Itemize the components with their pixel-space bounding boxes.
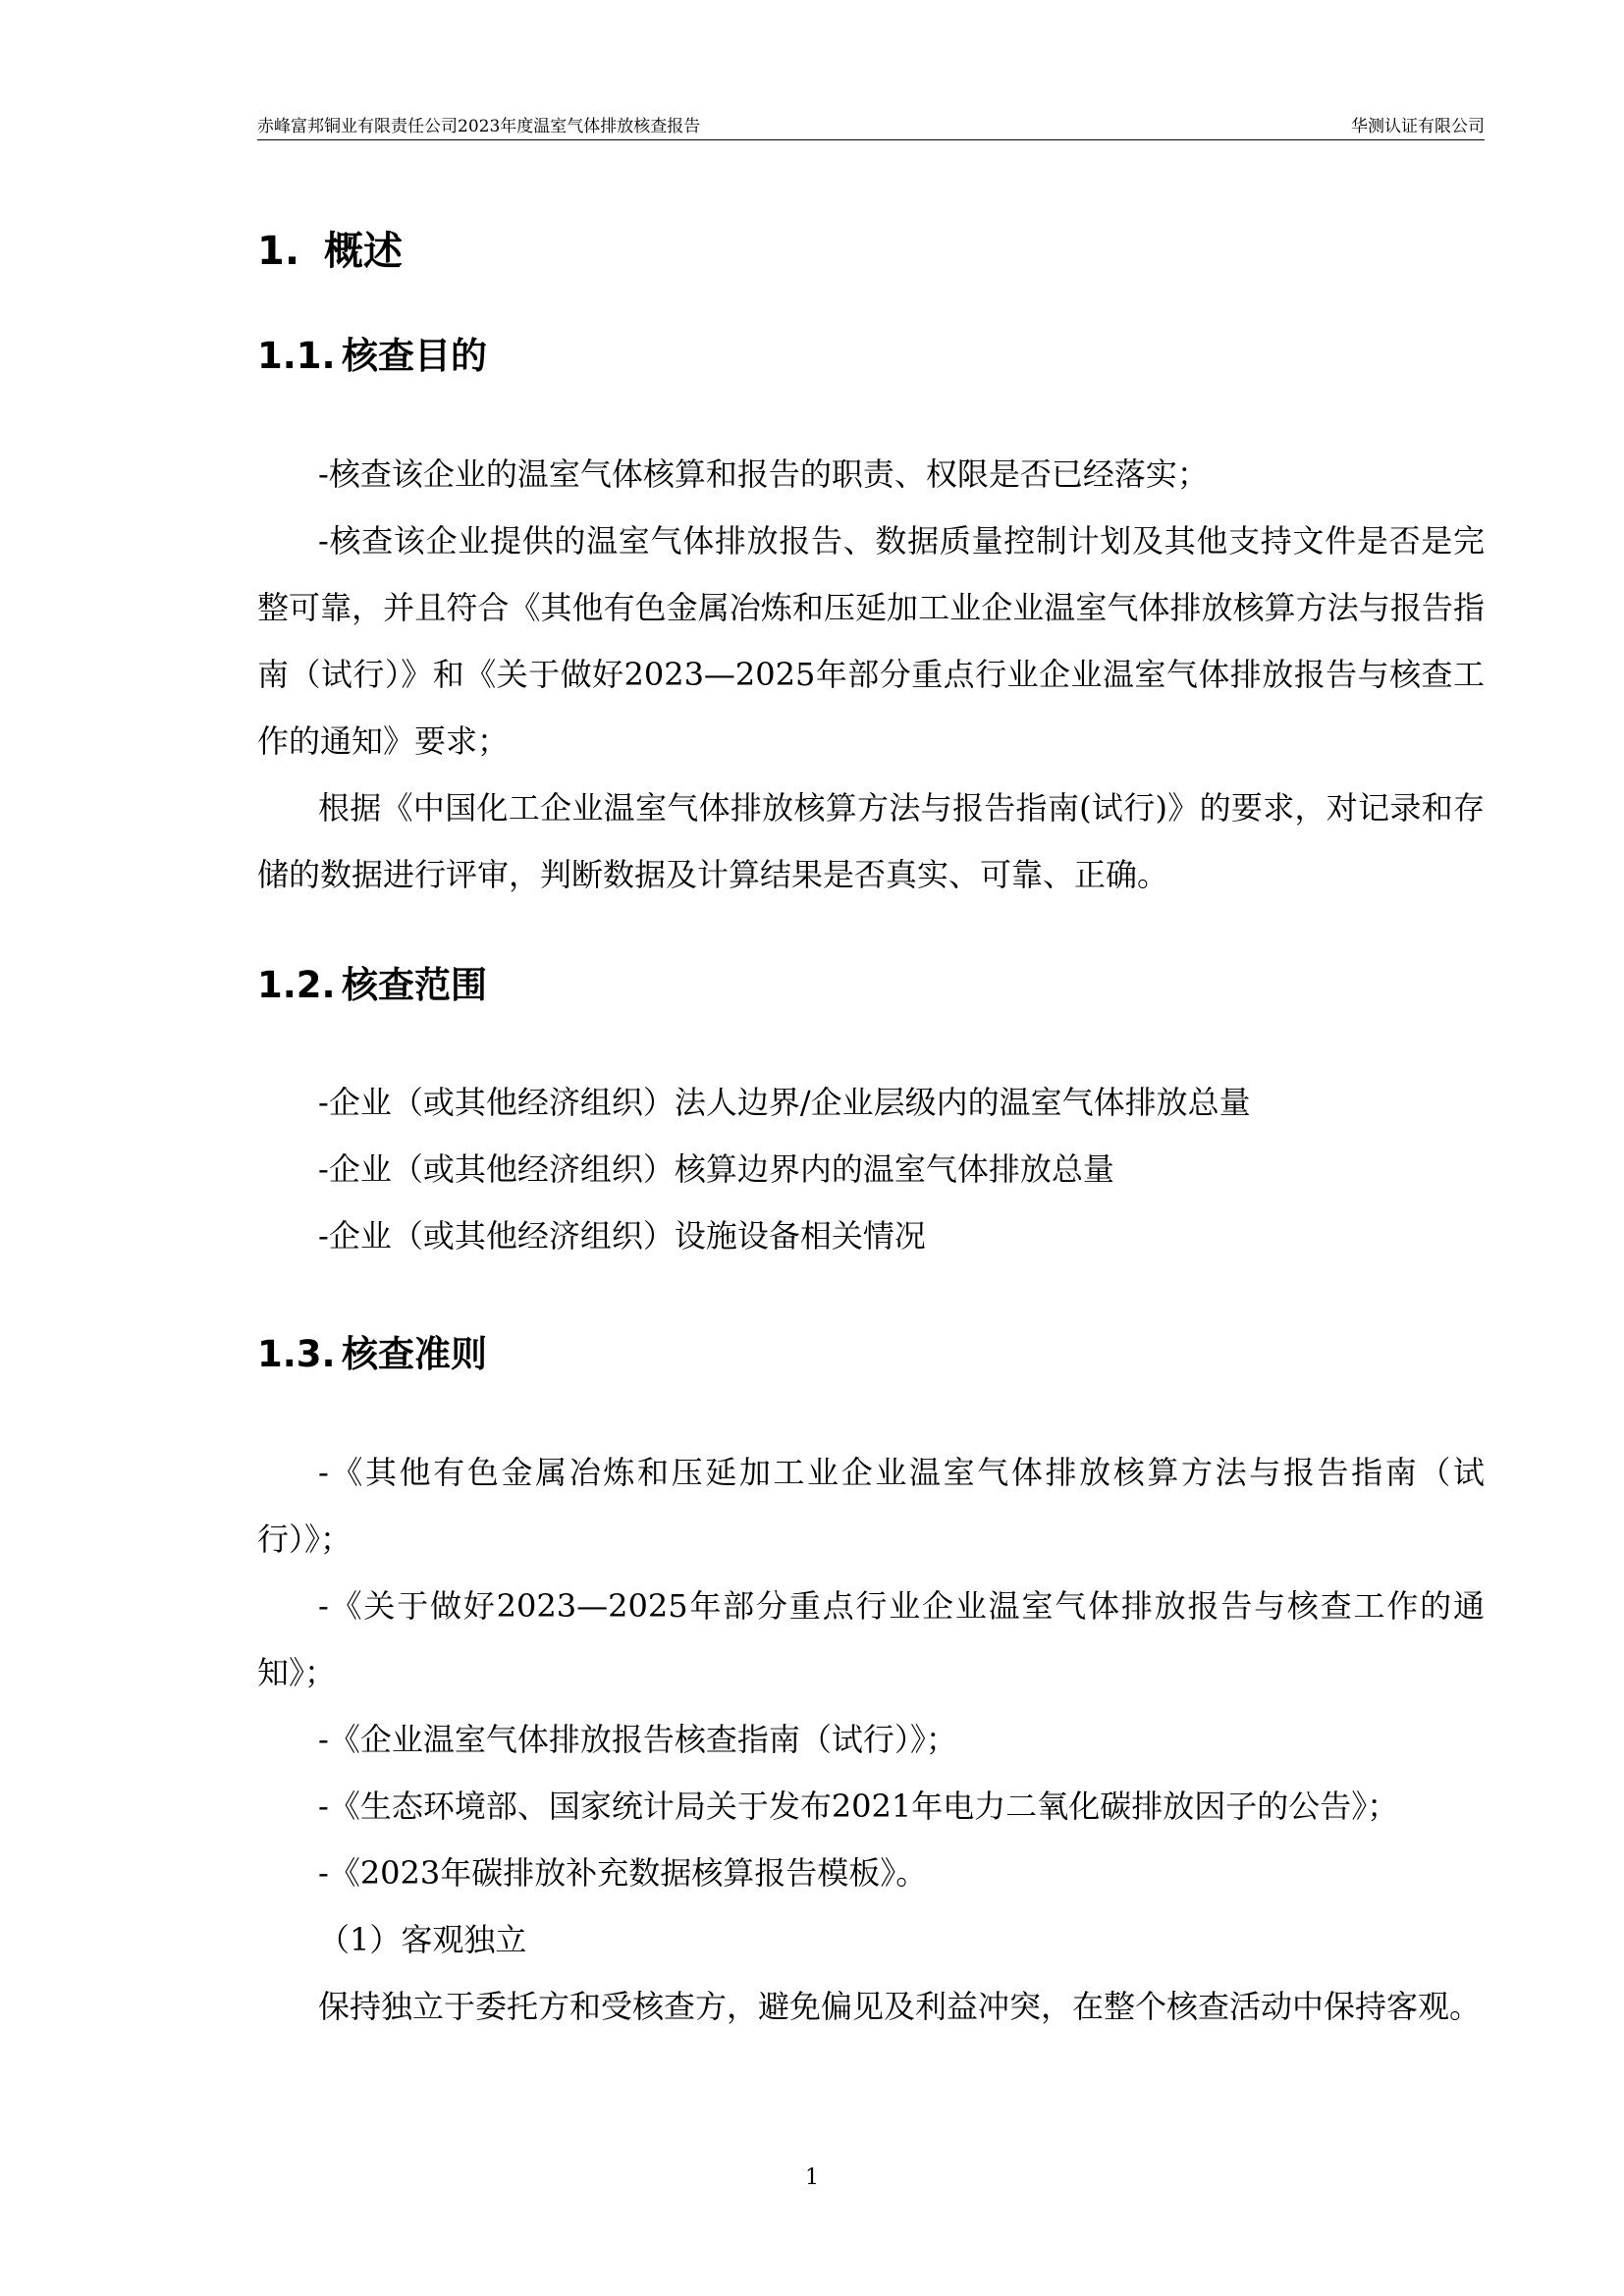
criteria-item-2: -《关于做好2023—2025年部分重点行业企业温室气体排放报告与核查工作的通知》； <box>257 1587 1485 1691</box>
purpose-paragraph-2: -核查该企业提供的温室气体排放报告、数据质量控制计划及其他支持文件是否是完整可靠，并且符合《其他有色金属冶炼和压延加工业企业温室气体排放核算方法与报告指南（试行）》和《关于做好2023—2025年部分重点行业企业温室气体排放报告与核查工作的通知》要求； <box>257 522 1485 760</box>
criteria-item-4: -《生态环境部、国家统计局关于发布2021年电力二氧化碳排放因子的公告》； <box>318 1788 1399 1825</box>
section-1-number: 1. <box>257 229 300 274</box>
header-report-title: 赤峰富邦铜业有限责任公司2023年度温室气体排放核查报告 <box>257 117 701 136</box>
principle-text: 保持独立于委托方和受核查方，避免偏见及利益冲突，在整个核查活动中保持客观。 <box>318 1988 1482 2025</box>
section-1-2-number: 1.2. <box>257 964 336 1006</box>
section-1-3-title: 核查准则 <box>342 1333 487 1375</box>
section-1-heading <box>257 228 403 275</box>
scope-item-2: -企业（或其他经济组织）核算边界内的温室气体排放总量 <box>318 1150 1114 1188</box>
principle-title: （1）客观独立 <box>318 1921 527 1958</box>
section-1-3-heading <box>257 1332 487 1377</box>
section-1-2-title: 核查范围 <box>342 964 487 1006</box>
criteria-item-3: -《企业温室气体排放报告核查指南（试行）》； <box>318 1721 957 1758</box>
section-1-title: 概述 <box>324 229 403 274</box>
criteria-item-5: -《2023年碳排放补充数据核算报告模板》。 <box>318 1854 928 1892</box>
section-1-1-heading <box>257 334 487 379</box>
purpose-paragraph-3: 根据《中国化工企业温室气体排放核算方法与报告指南(试行)》的要求，对记录和存储的数据进行评审，判断数据及计算结果是否真实、可靠、正确。 <box>257 789 1485 893</box>
scope-item-3: -企业（或其他经济组织）设施设备相关情况 <box>318 1217 926 1255</box>
header-company: 华测认证有限公司 <box>1351 117 1485 136</box>
section-1-1-title: 核查目的 <box>342 335 487 377</box>
section-1-1-number: 1.1. <box>257 335 336 377</box>
purpose-paragraph-1: -核查该企业的温室气体核算和报告的职责、权限是否已经落实； <box>318 455 1209 493</box>
section-1-3-number: 1.3. <box>257 1333 336 1375</box>
criteria-item-1: -《其他有色金属冶炼和压延加工业企业温室气体排放核算方法与报告指南（试行）》； <box>257 1454 1485 1558</box>
scope-item-1: -企业（或其他经济组织）法人边界/企业层级内的温室气体排放总量 <box>318 1084 1251 1121</box>
section-1-2-heading <box>257 963 487 1008</box>
page-header <box>257 116 1485 140</box>
page-number: 1 <box>805 2165 819 2190</box>
